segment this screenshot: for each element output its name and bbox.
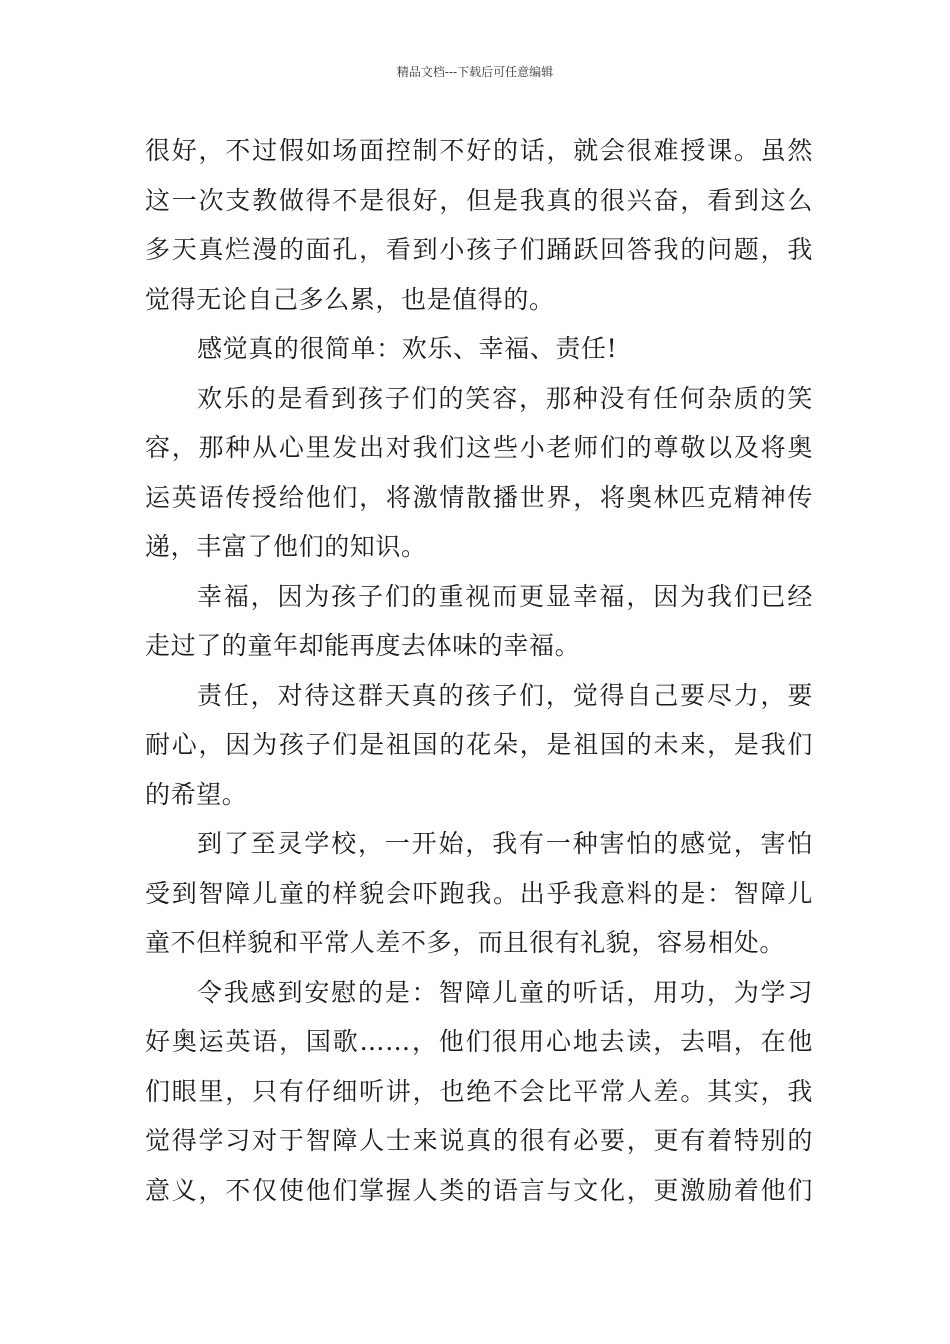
text-line: 的希望。 xyxy=(145,779,248,809)
text-line: 欢乐的是看到孩子们的笑容，那种没有任何杂质的笑 xyxy=(197,383,813,413)
text-line: 受到智障儿童的样貌会吓跑我。出乎我意料的是：智障儿 xyxy=(145,878,813,908)
text-line: 令我感到安慰的是：智障儿童的听话，用功，为学习 xyxy=(197,977,813,1007)
text-line: 好奥运英语，国歌……，他们很用心地去读，去唱，在他 xyxy=(145,1027,813,1056)
text-line: 耐心，因为孩子们是祖国的花朵，是祖国的未来，是我们 xyxy=(145,730,813,759)
text-line: 多天真烂漫的面孔，看到小孩子们踊跃回答我的问题，我 xyxy=(145,235,813,264)
text-line: 责任，对待这群天真的孩子们，觉得自己要尽力，要 xyxy=(197,680,813,710)
page-header: 精品文档---下载后可任意编辑 xyxy=(396,65,554,79)
text-line: 容，那种从心里发出对我们这些小老师们的尊敬以及将奥 xyxy=(145,433,813,462)
text-line: 童不但样貌和平常人差不多，而且很有礼貌，容易相处。 xyxy=(145,928,786,957)
text-line: 幸福，因为孩子们的重视而更显幸福，因为我们已经 xyxy=(197,581,813,611)
text-line: 觉得无论自己多么累，也是值得的。 xyxy=(145,284,555,314)
text-line: 递，丰富了他们的知识。 xyxy=(145,532,427,561)
text-line: 走过了的童年却能再度去体味的幸福。 xyxy=(145,631,581,660)
document-body xyxy=(145,126,813,1215)
text-line: 到了至灵学校，一开始，我有一种害怕的感觉，害怕 xyxy=(197,829,813,858)
text-line: 运英语传授给他们，将激情散播世界，将奥林匹克精神传 xyxy=(145,482,813,512)
text-line: 很好，不过假如场面控制不好的话，就会很难授课。虽然 xyxy=(145,136,813,165)
text-line: 这一次支教做得不是很好，但是我真的很兴奋，看到这么 xyxy=(145,185,813,215)
text-line: 感觉真的很简单：欢乐、幸福、责任! xyxy=(197,334,618,363)
text-line: 觉得学习对于智障人士来说真的很有必要，更有着特别的 xyxy=(145,1126,813,1155)
text-line: 意义，不仅使他们掌握人类的语言与文化，更激励着他们 xyxy=(145,1175,813,1205)
text-line: 们眼里，只有仔细听讲，也绝不会比平常人差。其实，我 xyxy=(145,1076,813,1106)
